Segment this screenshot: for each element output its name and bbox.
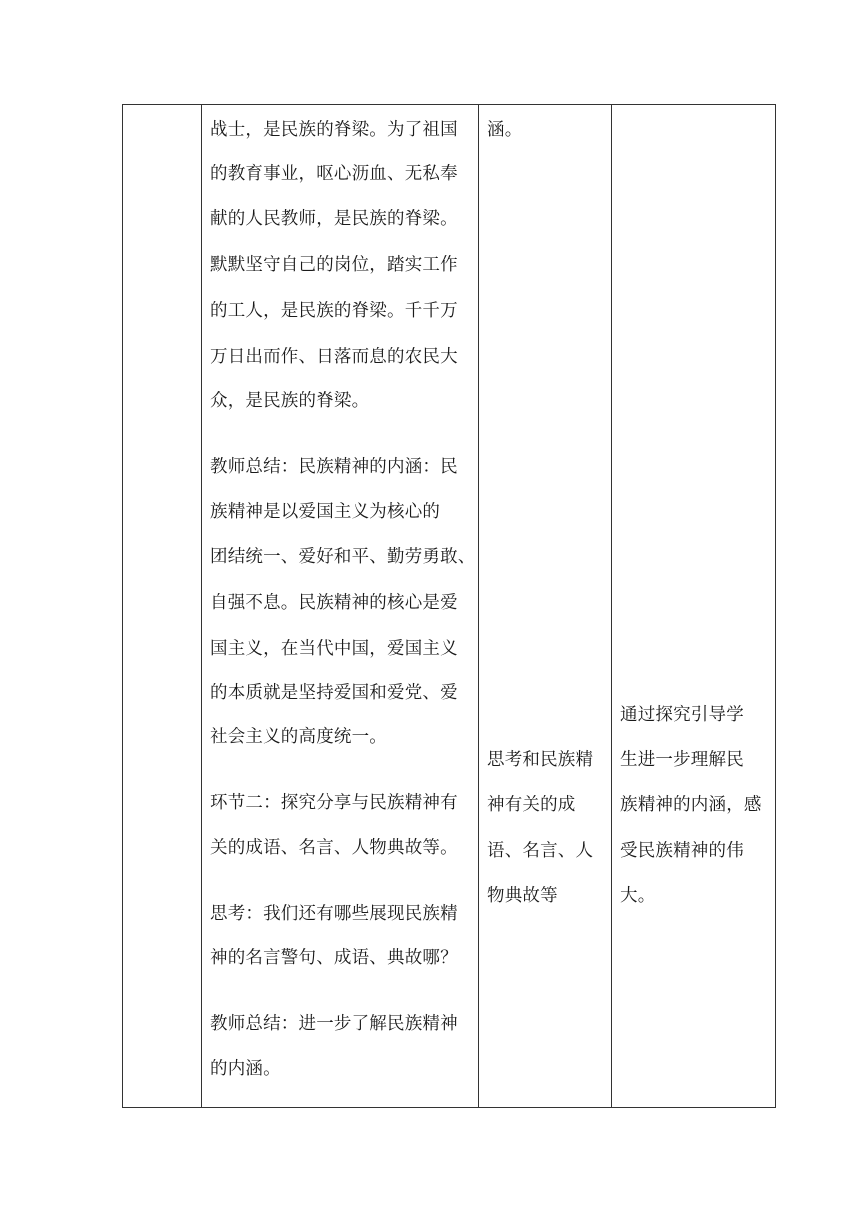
teacher-activity-cell (202, 105, 479, 1107)
text-line: 教师总结：进一步了解民族精神 (210, 1014, 458, 1034)
text-line: 万日出而作、日落而息的农民大 (210, 347, 458, 367)
text-line: 大。 (620, 886, 656, 906)
table-column-1 (123, 105, 202, 1107)
text-line: 教师总结：民族精神的内涵：民 (210, 457, 458, 477)
text-line: 团结统一、爱好和平、勤劳勇敢、 (210, 547, 476, 567)
text-line: 社会主义的高度统一。 (210, 727, 387, 747)
text-line: 涵。 (487, 120, 523, 140)
text-line: 国主义，在当代中国，爱国主义 (210, 639, 458, 659)
text-line: 的工人，是民族的脊梁。千千万 (210, 301, 458, 321)
student-activity-cell (479, 105, 612, 1107)
text-line: 受民族精神的伟 (620, 841, 744, 861)
design-intent-cell (612, 105, 776, 1107)
lesson-plan-table (122, 104, 776, 1108)
text-line: 族精神是以爱国主义为核心的 (210, 502, 441, 522)
text-line: 思考和民族精 (487, 750, 594, 770)
text-line: 关的成语、名言、人物典故等。 (210, 838, 458, 858)
text-line: 物典故等 (487, 886, 558, 906)
text-line: 众，是民族的脊梁。 (210, 391, 370, 411)
text-line: 环节二：探究分享与民族精神有 (210, 793, 458, 813)
text-line: 默默坚守自己的岗位，踏实工作 (210, 255, 458, 275)
text-line: 的本质就是坚持爱国和爱党、爱 (210, 683, 458, 703)
text-line: 的内涵。 (210, 1059, 281, 1079)
text-line: 神有关的成 (487, 795, 576, 815)
text-line: 的教育事业，呕心沥血、无私奉 (210, 164, 458, 184)
text-line: 语、名言、人 (487, 841, 594, 861)
text-line: 献的人民教师，是民族的脊梁。 (210, 209, 458, 229)
text-line: 神的名言警句、成语、典故哪？ (210, 948, 458, 968)
text-line: 生进一步理解民 (620, 750, 744, 770)
text-line: 通过探究引导学 (620, 705, 744, 725)
text-line: 思考：我们还有哪些展现民族精 (210, 904, 458, 924)
text-line: 自强不息。民族精神的核心是爱 (210, 593, 458, 613)
text-line: 族精神的内涵，感 (620, 795, 762, 815)
text-line: 战士，是民族的脊梁。为了祖国 (210, 120, 458, 140)
